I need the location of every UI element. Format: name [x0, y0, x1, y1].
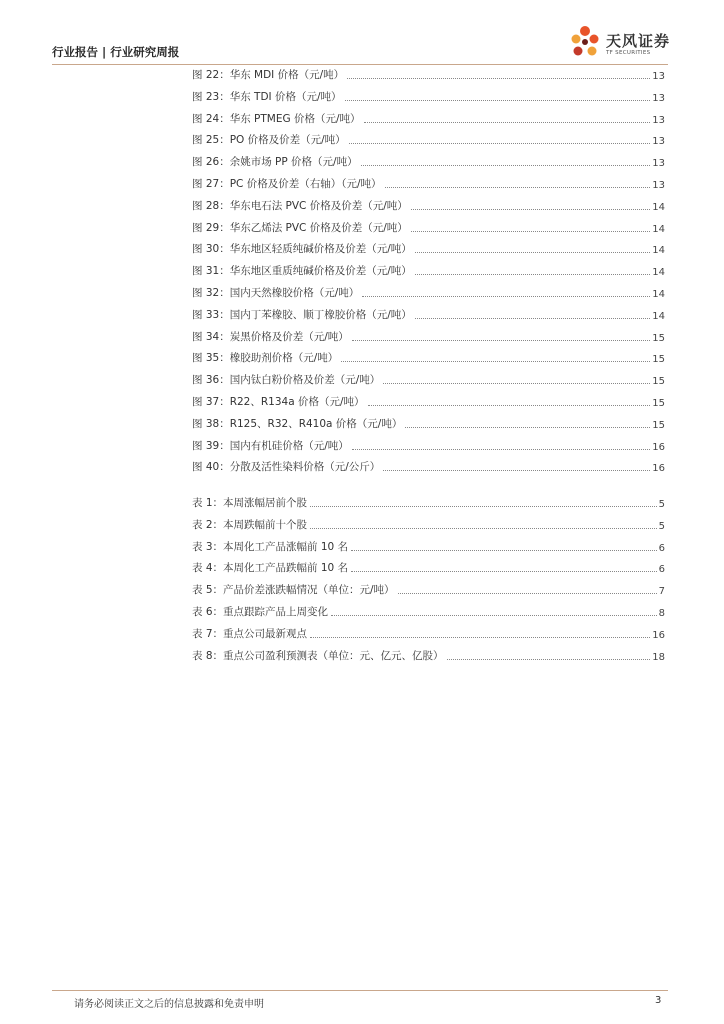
- figure-entry-page: 14: [652, 267, 665, 279]
- figure-entry[interactable]: [192, 219, 665, 235]
- figure-entry[interactable]: [192, 328, 665, 344]
- figure-entry[interactable]: [192, 393, 665, 409]
- report-type-title: 行业报告 | 行业研究周报: [52, 45, 180, 59]
- dot-leader: [351, 549, 657, 551]
- figure-entry[interactable]: [192, 153, 665, 169]
- figure-entry-page: 14: [652, 310, 665, 322]
- table-entry-label: 表 8：重点公司盈利预测表（单位：元、亿元、亿股）: [192, 649, 444, 662]
- dot-leader: [341, 360, 650, 362]
- figure-entry[interactable]: [192, 240, 665, 256]
- dot-leader: [310, 505, 657, 507]
- figure-entry-label: 图 28：华东电石法 PVC 价格及价差（元/吨）: [192, 199, 408, 212]
- company-logo: [566, 22, 676, 64]
- figure-entry-label: 图 23：华东 TDI 价格（元/吨）: [192, 90, 342, 103]
- figure-entry[interactable]: [192, 197, 665, 213]
- figure-entry-label: 图 40：分散及活性染料价格（元/公斤）: [192, 461, 381, 474]
- figure-entry[interactable]: [192, 349, 665, 365]
- dot-leader: [368, 404, 651, 406]
- figure-entry-label: 图 31：华东地区重质纯碱价格及价差（元/吨）: [192, 265, 412, 278]
- figure-entry[interactable]: [192, 66, 665, 82]
- figure-entry-page: 13: [652, 180, 665, 191]
- table-entry-label: 表 5：产品价差涨跌幅情况（单位：元/吨）: [192, 584, 395, 597]
- table-entry-page: 5: [658, 520, 665, 532]
- figure-entry-page: 13: [652, 136, 665, 148]
- figure-entry-label: 图 33：国内丁苯橡胶、顺丁橡胶价格（元/吨）: [192, 308, 412, 321]
- figure-entry-label: 图 30：华东地区轻质纯碱价格及价差（元/吨）: [192, 243, 412, 256]
- dot-leader: [310, 636, 650, 638]
- page-number: 3: [655, 995, 662, 1006]
- flower-logo-icon: [566, 22, 604, 64]
- table-entry-page: 5: [658, 499, 665, 510]
- figure-entry-page: 15: [652, 398, 665, 409]
- dot-leader: [352, 339, 651, 341]
- dot-leader: [405, 426, 650, 428]
- figure-entry-page: 13: [652, 71, 665, 82]
- figure-entry-label: 图 36：国内钛白粉价格及价差（元/吨）: [192, 374, 381, 387]
- dot-leader: [415, 251, 651, 253]
- figure-entry-page: 13: [652, 92, 665, 104]
- figure-entry-label: 图 27：PC 价格及价差（右轴）（元/吨）: [192, 178, 382, 190]
- figure-entry-label: 图 25：PO 价格及价差（元/吨）: [192, 134, 346, 147]
- figure-entry[interactable]: [192, 262, 665, 278]
- figure-entry-label: 图 24：华东 PTMEG 价格（元/吨）: [192, 112, 361, 125]
- figure-entry[interactable]: [192, 306, 665, 322]
- table-entry[interactable]: [192, 603, 665, 619]
- figure-entry-page: 15: [652, 332, 665, 344]
- table-entry[interactable]: [192, 647, 665, 663]
- figure-entry-page: 14: [652, 223, 665, 235]
- figure-entry-page: 15: [652, 354, 665, 366]
- dot-leader: [415, 317, 651, 319]
- figure-entry[interactable]: [192, 110, 665, 126]
- figure-entry[interactable]: [192, 458, 665, 474]
- figure-entry-page: 16: [652, 441, 665, 453]
- table-entry-page: 8: [658, 608, 665, 619]
- table-entry-label: 表 4：本周化工产品跌幅前 10 名: [192, 562, 349, 575]
- figure-entry-label: 图 22：华东 MDI 价格（元/吨）: [192, 69, 345, 81]
- figure-entry-label: 图 32：国内天然橡胶价格（元/吨）: [192, 287, 360, 299]
- figure-entry-page: 14: [652, 289, 665, 300]
- figure-entry-label: 图 35：橡胶助剂价格（元/吨）: [192, 352, 339, 365]
- table-entry-page: 16: [652, 629, 665, 641]
- figure-entry-page: 14: [652, 201, 665, 213]
- figure-entry[interactable]: [192, 175, 665, 191]
- footer-divider: [52, 990, 668, 991]
- header-divider: [52, 64, 668, 65]
- table-entry[interactable]: [192, 516, 665, 532]
- dot-leader: [383, 382, 650, 384]
- figure-entry-label: 图 26：余姚市场 PP 价格（元/吨）: [192, 156, 358, 169]
- dot-leader: [349, 142, 651, 144]
- figure-entry-label: 图 34：炭黑价格及价差（元/吨）: [192, 330, 349, 343]
- dot-leader: [411, 208, 651, 210]
- dot-leader: [383, 469, 650, 471]
- logo-text: 天风证券: [606, 32, 671, 50]
- dot-leader: [415, 273, 651, 275]
- figure-entry[interactable]: [192, 437, 665, 453]
- table-entry-label: 表 6：重点跟踪产品上周变化: [192, 606, 329, 618]
- logo-subtext: TF SECURITIES: [606, 50, 651, 56]
- figure-entry-page: 16: [652, 463, 665, 475]
- table-entry-page: 6: [658, 564, 665, 576]
- figure-entry[interactable]: [192, 371, 665, 387]
- figure-entry-page: 15: [652, 419, 665, 431]
- figure-entry-label: 图 39：国内有机硅价格（元/吨）: [192, 439, 349, 452]
- figure-entry[interactable]: [192, 284, 665, 300]
- dot-leader: [364, 121, 651, 123]
- table-entry-label: 表 2：本周跌幅前十个股: [192, 518, 308, 531]
- figure-entry[interactable]: [192, 131, 665, 147]
- figure-entry-page: 13: [652, 114, 665, 126]
- dot-leader: [398, 592, 657, 594]
- dot-leader: [361, 164, 651, 166]
- table-entry-page: 6: [658, 542, 665, 554]
- dot-leader: [447, 658, 651, 660]
- table-entry-label: 表 1：本周涨幅居前个股: [192, 497, 308, 509]
- footer-disclaimer: 请务必阅读正文之后的信息披露和免责申明: [74, 999, 264, 1010]
- table-entry[interactable]: [192, 625, 665, 641]
- figure-entry-label: 图 38：R125、R32、R410a 价格（元/吨）: [192, 417, 403, 430]
- table-entry-page: 18: [652, 651, 665, 663]
- table-entry[interactable]: [192, 494, 665, 510]
- dot-leader: [352, 448, 651, 450]
- table-entry-page: 7: [658, 586, 665, 598]
- figure-entry[interactable]: [192, 88, 665, 104]
- figure-entry-label: 图 29：华东乙烯法 PVC 价格及价差（元/吨）: [192, 221, 408, 234]
- figure-entry-page: 15: [652, 376, 665, 388]
- table-entry-label: 表 7：重点公司最新观点: [192, 627, 308, 640]
- figure-entry-label: 图 37：R22、R134a 价格（元/吨）: [192, 396, 365, 408]
- dot-leader: [351, 570, 657, 572]
- dot-leader: [411, 230, 651, 232]
- table-entry[interactable]: [192, 538, 665, 554]
- dot-leader: [345, 99, 651, 101]
- dot-leader: [347, 77, 650, 79]
- figure-entry[interactable]: [192, 415, 665, 431]
- figure-entry-page: 13: [652, 158, 665, 170]
- table-entry[interactable]: [192, 581, 665, 597]
- dot-leader: [310, 527, 657, 529]
- figure-entry-page: 14: [652, 245, 665, 257]
- table-entry[interactable]: [192, 559, 665, 575]
- table-entry-label: 表 3：本周化工产品涨幅前 10 名: [192, 540, 349, 553]
- dot-leader: [385, 186, 651, 188]
- dot-leader: [362, 295, 650, 297]
- dot-leader: [331, 614, 657, 616]
